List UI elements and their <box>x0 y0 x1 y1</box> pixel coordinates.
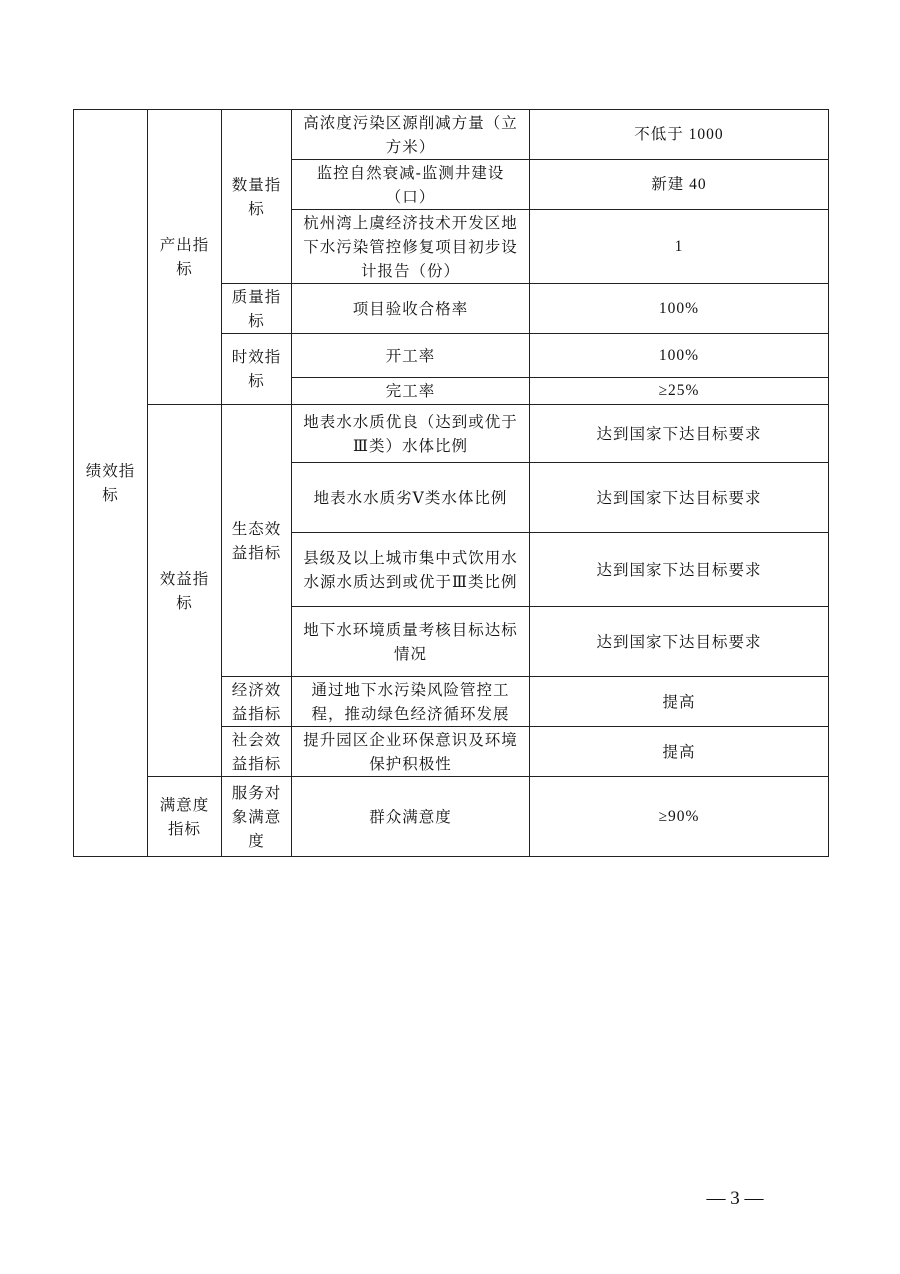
level3-quality-indicator: 质量指标 <box>222 284 292 334</box>
indicator-item: 群众满意度 <box>292 777 530 857</box>
indicator-item: 通过地下水污染风险管控工程，推动绿色经济循环发展 <box>292 677 530 727</box>
level2-satisfaction-indicator: 满意度指标 <box>148 777 222 857</box>
page-number: — 3 — <box>706 1188 764 1209</box>
indicator-item: 高浓度污染区源削减方量（立方米） <box>292 110 530 160</box>
indicator-value: 达到国家下达目标要求 <box>530 533 829 607</box>
performance-indicator-table <box>73 109 829 857</box>
indicator-value: ≥90% <box>530 777 829 857</box>
level3-economic-benefit-indicator: 经济效益指标 <box>222 677 292 727</box>
indicator-item: 地下水环境质量考核目标达标情况 <box>292 607 530 677</box>
indicator-value: 1 <box>530 210 829 284</box>
indicator-item: 地表水水质劣Ⅴ类水体比例 <box>292 463 530 533</box>
level2-benefit-indicator: 效益指标 <box>148 405 222 777</box>
indicator-item: 地表水水质优良（达到或优于Ⅲ类）水体比例 <box>292 405 530 463</box>
indicator-value: 达到国家下达目标要求 <box>530 463 829 533</box>
indicator-value: 达到国家下达目标要求 <box>530 607 829 677</box>
indicator-item: 杭州湾上虞经济技术开发区地下水污染管控修复项目初步设计报告（份） <box>292 210 530 284</box>
indicator-value: 提高 <box>530 677 829 727</box>
level3-social-benefit-indicator: 社会效益指标 <box>222 727 292 777</box>
level3-timeliness-indicator: 时效指标 <box>222 334 292 405</box>
indicator-item: 提升园区企业环保意识及环境保护积极性 <box>292 727 530 777</box>
level1-performance-indicator: 绩效指标 <box>74 110 148 857</box>
indicator-item: 开工率 <box>292 334 530 378</box>
level3-ecological-benefit-indicator: 生态效益指标 <box>222 405 292 677</box>
level3-service-target-satisfaction: 服务对象满意度 <box>222 777 292 857</box>
indicator-value: 新建 40 <box>530 160 829 210</box>
indicator-value: 100% <box>530 334 829 378</box>
indicator-value: 提高 <box>530 727 829 777</box>
indicator-value: ≥25% <box>530 378 829 405</box>
indicator-value: 达到国家下达目标要求 <box>530 405 829 463</box>
indicator-item: 完工率 <box>292 378 530 405</box>
indicator-value: 不低于 1000 <box>530 110 829 160</box>
indicator-item: 项目验收合格率 <box>292 284 530 334</box>
indicator-value: 100% <box>530 284 829 334</box>
level3-quantity-indicator: 数量指标 <box>222 110 292 284</box>
level2-output-indicator: 产出指标 <box>148 110 222 405</box>
indicator-item: 县级及以上城市集中式饮用水水源水质达到或优于Ⅲ类比例 <box>292 533 530 607</box>
indicator-item: 监控自然衰减-监测井建设（口） <box>292 160 530 210</box>
